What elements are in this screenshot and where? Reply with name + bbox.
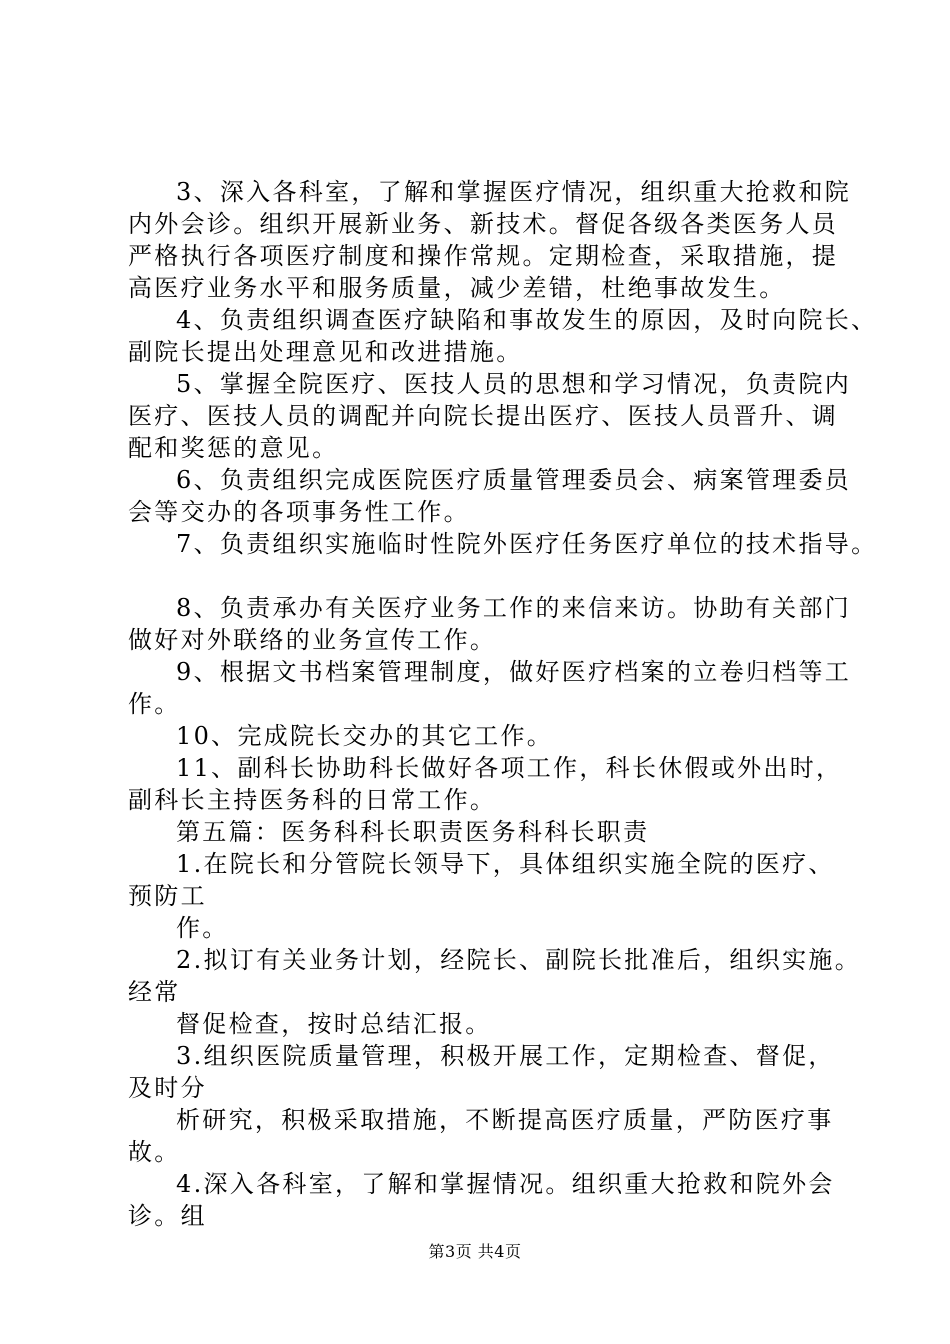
text-line: 3、深入各科室，了解和掌握医疗情况，组织重大抢救和院: [176, 178, 852, 206]
text-line: 11、副科长协助科长做好各项工作，科长休假或外出时，: [176, 754, 843, 782]
text-line: 医疗、医技人员的调配并向院长提出医疗、医技人员晋升、调: [128, 402, 839, 430]
text-line: 9、根据文书档案管理制度，做好医疗档案的立卷归档等工: [176, 658, 852, 686]
text-line: 5、掌握全院医疗、医技人员的思想和学习情况，负责院内: [176, 370, 852, 398]
text-line: 预防工: [128, 882, 207, 910]
text-line: 诊。组: [128, 1202, 207, 1230]
text-line: 1.在院长和分管院长领导下，具体组织实施全院的医疗、: [176, 850, 835, 878]
text-line: 10、完成院长交办的其它工作。: [176, 722, 554, 750]
text-line: 副科长主持医务科的日常工作。: [128, 786, 497, 814]
text-line: 内外会诊。组织开展新业务、新技术。督促各级各类医务人员: [128, 210, 839, 238]
text-line: 作。: [128, 690, 181, 718]
text-line: 会等交办的各项事务性工作。: [128, 498, 470, 526]
text-line: 督促检查，按时总结汇报。: [176, 1010, 492, 1038]
text-line: 7、负责组织实施临时性院外医疗任务医疗单位的技术指导。: [176, 530, 878, 558]
text-line: 及时分: [128, 1074, 207, 1102]
section-heading: 第五篇：医务科科长职责医务科科长职责: [176, 818, 650, 846]
text-line: 6、负责组织完成医院医疗质量管理委员会、病案管理委员: [176, 466, 852, 494]
text-line: 高医疗业务水平和服务质量，减少差错，杜绝事故发生。: [128, 274, 786, 302]
text-line: 副院长提出处理意见和改进措施。: [128, 338, 523, 366]
text-line: 故。: [128, 1138, 181, 1166]
text-line: 做好对外联络的业务宣传工作。: [128, 626, 497, 654]
text-line: 3.组织医院质量管理，积极开展工作，定期检查、督促，: [176, 1042, 835, 1070]
page-number-footer: 第3页 共4页: [428, 1242, 522, 1261]
text-line: 作。: [176, 914, 229, 942]
text-line: 4.深入各科室，了解和掌握情况。组织重大抢救和院外会: [176, 1170, 835, 1198]
text-line: 2.拟订有关业务计划，经院长、副院长批准后，组织实施。: [176, 946, 861, 974]
text-line: 配和奖惩的意见。: [128, 434, 339, 462]
text-line: 析研究，积极采取措施，不断提高医疗质量，严防医疗事: [176, 1106, 834, 1134]
text-line: 经常: [128, 978, 181, 1006]
text-line: 8、负责承办有关医疗业务工作的来信来访。协助有关部门: [176, 594, 852, 622]
text-line: 严格执行各项医疗制度和操作常规。定期检查，采取措施，提: [128, 242, 839, 270]
text-line: 4、负责组织调查医疗缺陷和事故发生的原因，及时向院长、: [176, 306, 878, 334]
